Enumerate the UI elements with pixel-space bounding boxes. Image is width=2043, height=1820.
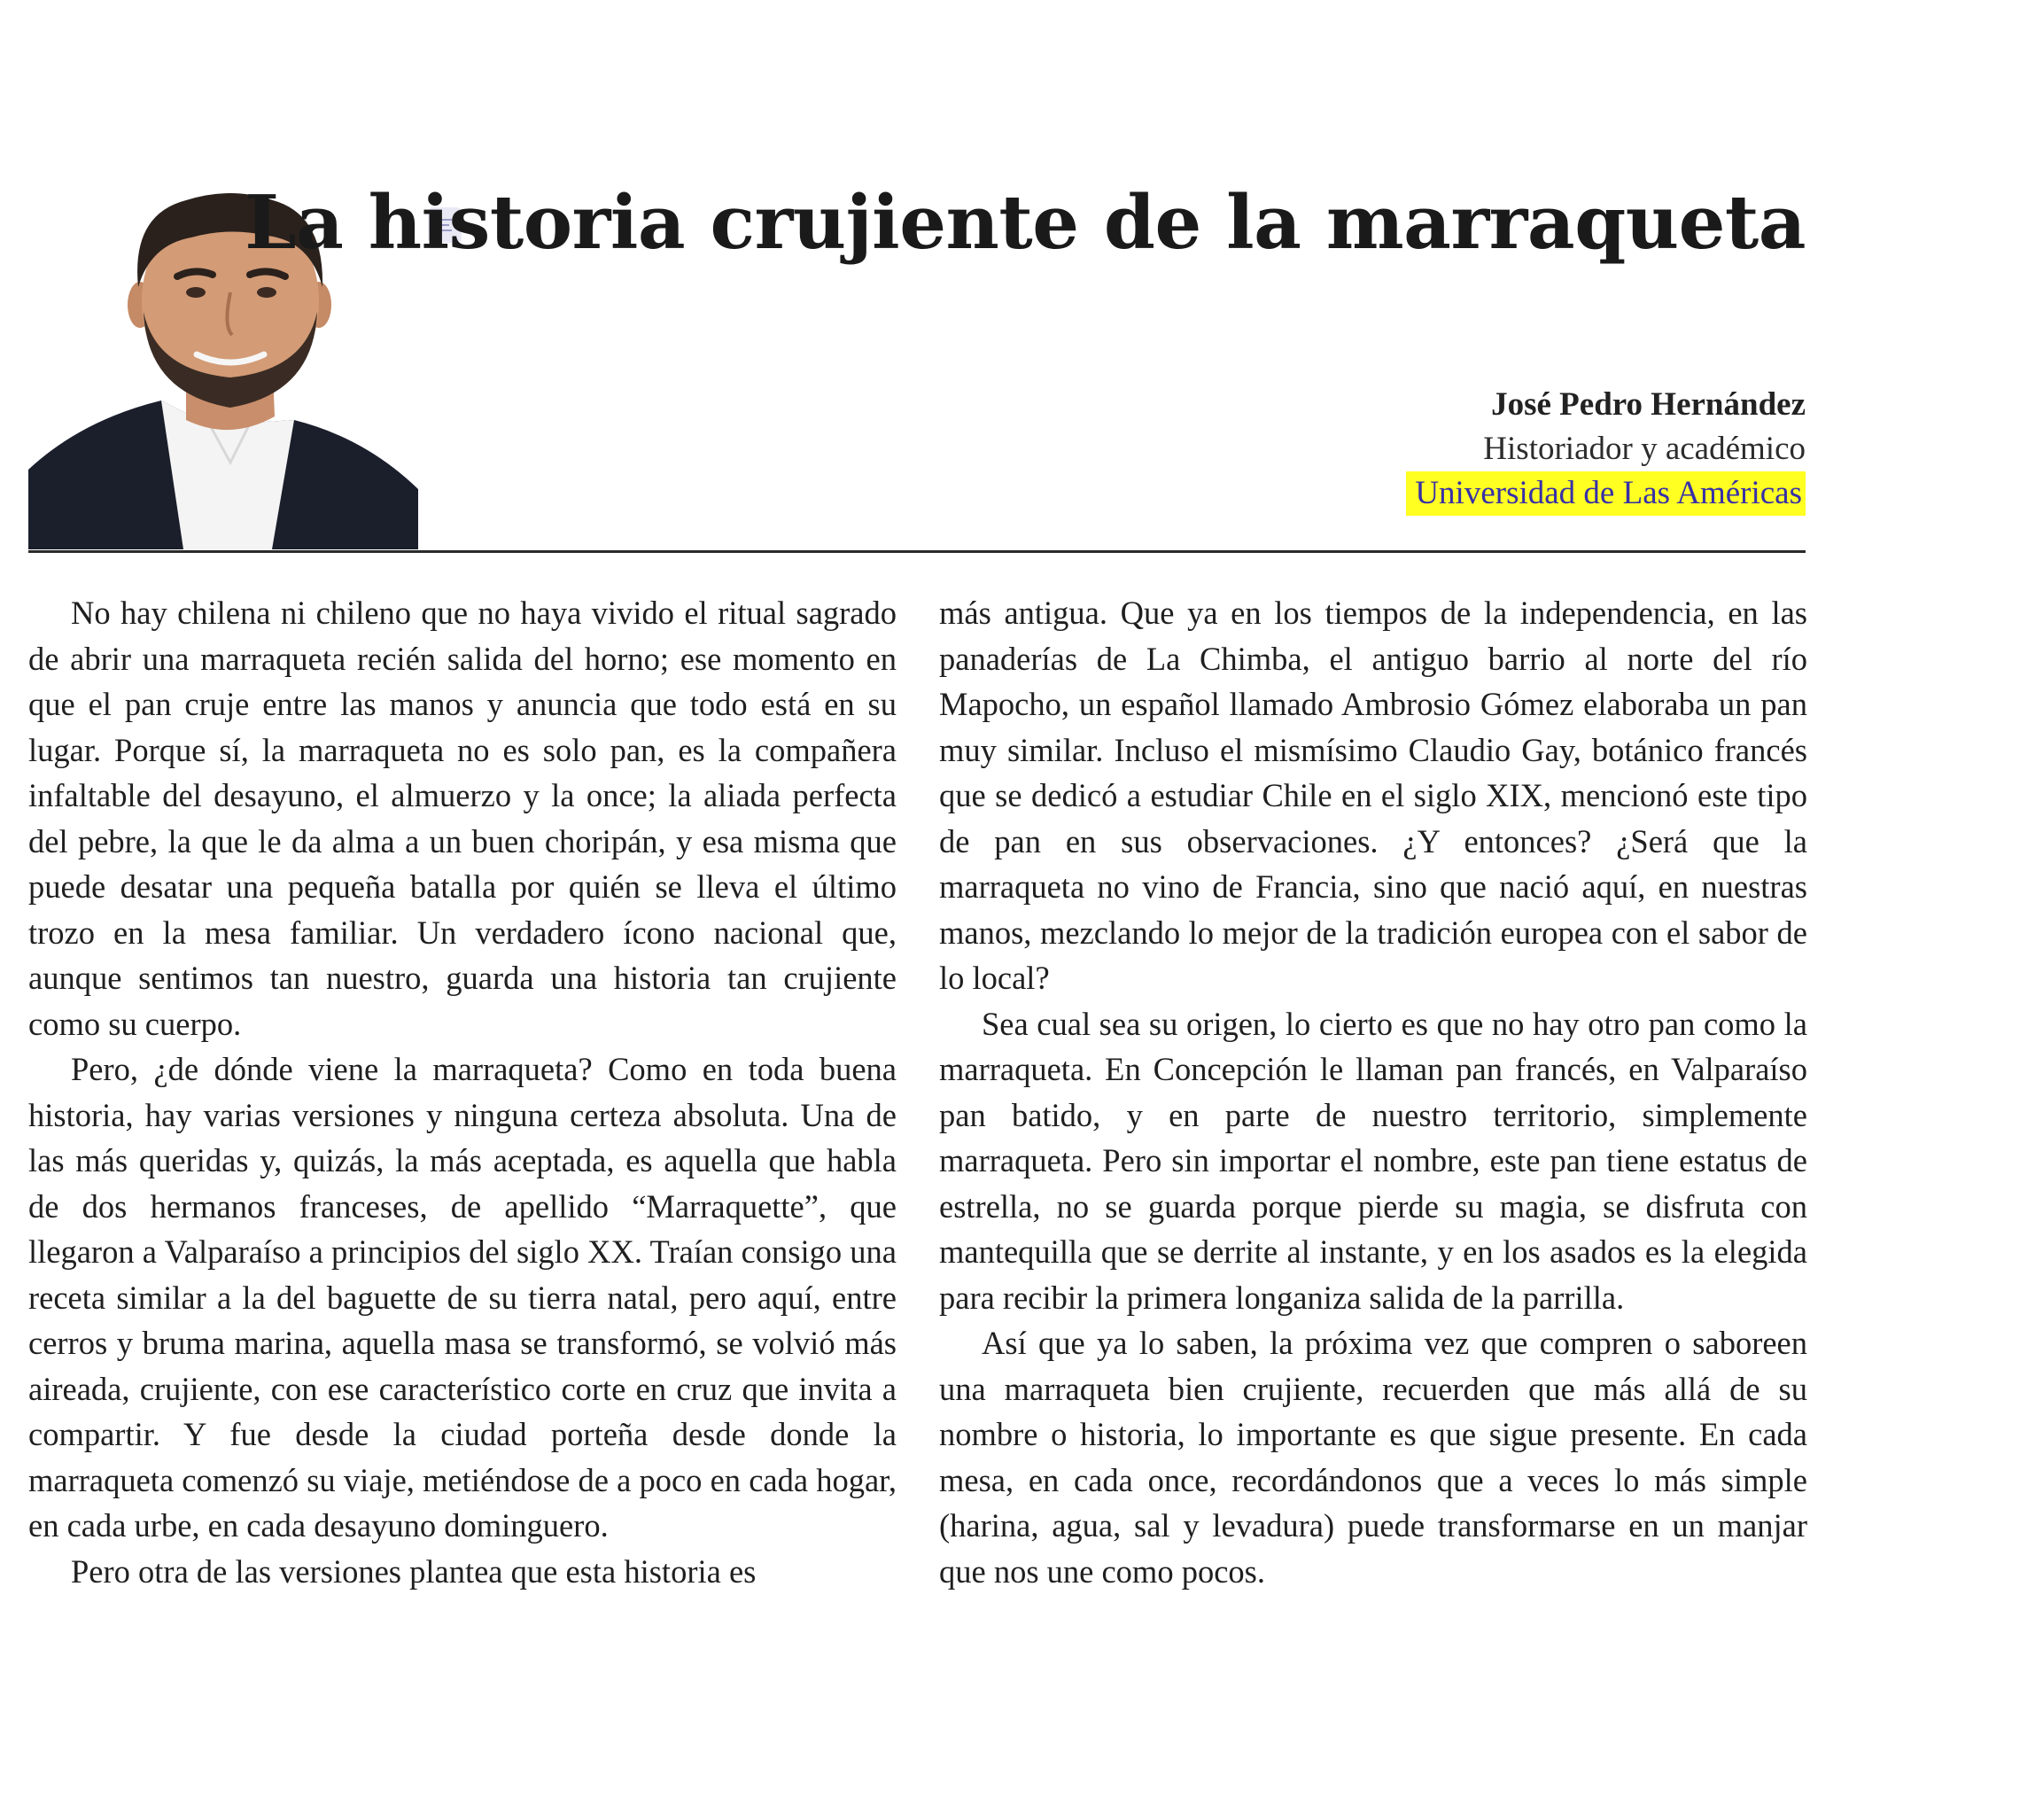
paragraph: Pero, ¿de dónde viene la marraqueta? Como en toda buena historia, hay varias versiones y ninguna certeza absoluta. Una de las más queridas y, quizás, la más aceptada, es aquella que habla de dos hermanos franceses, de apellido “Marraquette”, que llegaron a Valparaíso a principios del siglo XX. Traían consigo una receta similar a la del baguette de su tierra natal, pero aquí, entre cerros y bruma marina, aquella masa se transformó, se volvió más aireada, crujiente, con ese característico corte en cruz que invita a compartir. Y fue desde la ciudad porteña desde donde la marraqueta comenzó su viaje, metiéndose de a poco en cada hogar, en cada urbe, en cada desayuno dominguero. [28, 1051, 897, 1544]
paragraph: Sea cual sea su origen, lo cierto es que no hay otro pan como la marraqueta. En Concepción le llaman pan francés, en Valparaíso pan batido, y en parte de nuestro territorio, simplemente marraqueta. Pero sin importar el nombre, este pan tiene estatus de estrella, no se guarda porque pierde su magia, se disfruta con mantequilla que se derrite al instante, y en los asados es la elegida para recibir la primera longaniza salida de la parrilla. [939, 1005, 1807, 1316]
paragraph: Así que ya lo saben, la próxima vez que compren o saboreen una marraqueta bien crujiente, recuerden que más allá de su nombre o historia, lo importante es que sigue presente. En cada mesa, en cada once, recordándonos que a veces lo más simple (harina, agua, sal y levadura) puede transformarse en un manjar que nos une como pocos. [939, 1325, 1807, 1590]
author-role: Historiador y académico [1483, 431, 1806, 467]
article-column-left [28, 590, 897, 1594]
paragraph: Pero otra de las versiones plantea que esta historia es [71, 1552, 757, 1590]
paragraph: No hay chilena ni chileno que no haya vivido el ritual sagrado de abrir una marraqueta recién salida del horno; ese momento en que el pan cruje entre las manos y anuncia que todo está en su lugar. Porque sí, la marraqueta no es solo pan, es la compañera infaltable del desayuno, el almuerzo y la once; la aliada perfecta del pebre, la que le da alma a un buen choripán, y esa misma que puede desatar una pequeña batalla por quién se lleva el último trozo en la mesa familiar. Un verdadero ícono nacional que, aunque sentimos tan nuestro, guarda una historia tan crujiente como su cuerpo. [28, 595, 897, 1042]
author-institution: Universidad de Las Américas [1406, 471, 1806, 516]
paragraph: más antigua. Que ya en los tiempos de la independencia, en las panaderías de La Chimba, el antiguo barrio al norte del río Mapocho, un español llamado Ambrosio Gómez elaboraba un pan muy similar. Incluso el mismísimo Claudio Gay, botánico francés que se dedicó a estudiar Chile en el siglo XIX, mencionó este tipo de pan en sus observaciones. ¿Y entonces? ¿Será que la marraqueta no vino de Francia, sino que nació aquí, en nuestras manos, mezclando lo mejor de la tradición europea con el sabor de lo local? [939, 595, 1807, 996]
header-divider [28, 550, 1806, 553]
author-byline [1406, 383, 1806, 516]
article-title: La historia crujiente de la marraqueta [245, 179, 1806, 266]
article-column-right [939, 590, 1807, 1594]
author-name: José Pedro Hernández [1491, 386, 1806, 423]
